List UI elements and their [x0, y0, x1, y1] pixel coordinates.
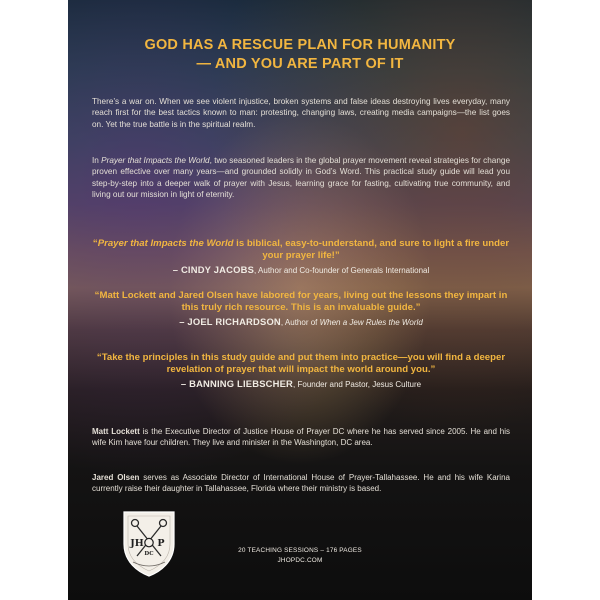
quote-book-title: Prayer that Impacts the World — [97, 238, 234, 249]
author-bio-matt-lockett — [92, 426, 510, 448]
endorsement-attribution — [92, 316, 510, 329]
endorsement-cindy-jacobs — [92, 238, 510, 277]
endorser-role: , Founder and Pastor, Jesus Culture — [293, 379, 422, 389]
quote-open-mark: “ — [92, 238, 98, 249]
endorsement-banning-liebscher — [92, 352, 510, 391]
logo-letters-left: JH — [130, 538, 144, 549]
footer-info — [68, 546, 532, 566]
endorsement-quote — [92, 238, 510, 263]
footer-sessions-pages: 20 TEACHING SESSIONS – 176 PAGES — [238, 547, 362, 554]
headline-line-1: GOD HAS A RESCUE PLAN FOR HUMANITY — [144, 37, 456, 53]
description-rest: , two seasoned leaders in the global prayer movement reveal strategies for change proven effective over many years—and grounded solidly in God’s Word. This practical study guide will lead you step-by-step into a deeper walk of prayer with Jesus, learning grace for fasting, cultivating true community, and living out our mission in light of eternity. — [92, 156, 510, 200]
author-bio-text: serves as Associate Director of International House of Prayer-Tallahassee. He and his wife Karina currently raise their daughter in Tallahassee, Florida where their ministry is based. — [92, 473, 510, 493]
headline — [68, 36, 532, 74]
endorsement-quote: “Take the principles in this study guide and put them into practice—you will find a deeper revelation of prayer that will impact the world around you.” — [96, 352, 506, 376]
book-back-cover — [68, 0, 532, 600]
endorsement-quote: “Matt Lockett and Jared Olsen have labored for years, living out the lessons they impart in this truly rich resource. This is an invaluable guide.” — [94, 290, 508, 314]
author-bio-text: is the Executive Director of Justice House of Prayer DC where he has served since 2005. He and his wife Kim have four children. They live and minister in the Washington, DC area. — [92, 427, 510, 447]
author-name: Matt Lockett — [92, 427, 140, 436]
jhop-dc-logo — [120, 508, 178, 578]
description-paragraph — [92, 155, 510, 201]
endorsement-joel-richardson — [92, 290, 510, 329]
intro-paragraph: There’s a war on. When we see violent injustice, broken systems and false ideas destroying lives everyday, many reach first for the best tactics known to man: protesting, changing laws, creating media campaigns—the list goes on. Yet the true battle is in the spiritual realm. — [92, 97, 510, 129]
endorsement-attribution — [92, 264, 510, 277]
endorsement-attribution — [92, 378, 510, 391]
logo-subtitle: DC — [144, 551, 154, 557]
endorser-name: – JOEL RICHARDSON — [179, 315, 281, 327]
author-name: Jared Olsen — [92, 473, 140, 482]
endorser-name: – CINDY JACOBS — [172, 263, 255, 275]
endorser-name: – BANNING LIEBSCHER — [180, 377, 294, 389]
endorser-role: , Author of — [280, 317, 320, 327]
book-title: Prayer that Impacts the World — [101, 156, 210, 165]
endorser-book-title: When a Jew Rules the World — [319, 317, 423, 327]
headline-line-2: — AND YOU ARE PART OF IT — [196, 56, 404, 72]
author-bio-jared-olsen — [92, 472, 510, 494]
endorser-role: , Author and Co-founder of Generals International — [254, 265, 430, 275]
quote-text: is biblical, easy-to-understand, and sure to light a fire under your prayer life!” — [233, 238, 510, 262]
logo-letters-right: P — [157, 538, 165, 549]
footer-website: JHOPDC.COM — [277, 557, 323, 564]
description-lead: In — [92, 156, 102, 165]
